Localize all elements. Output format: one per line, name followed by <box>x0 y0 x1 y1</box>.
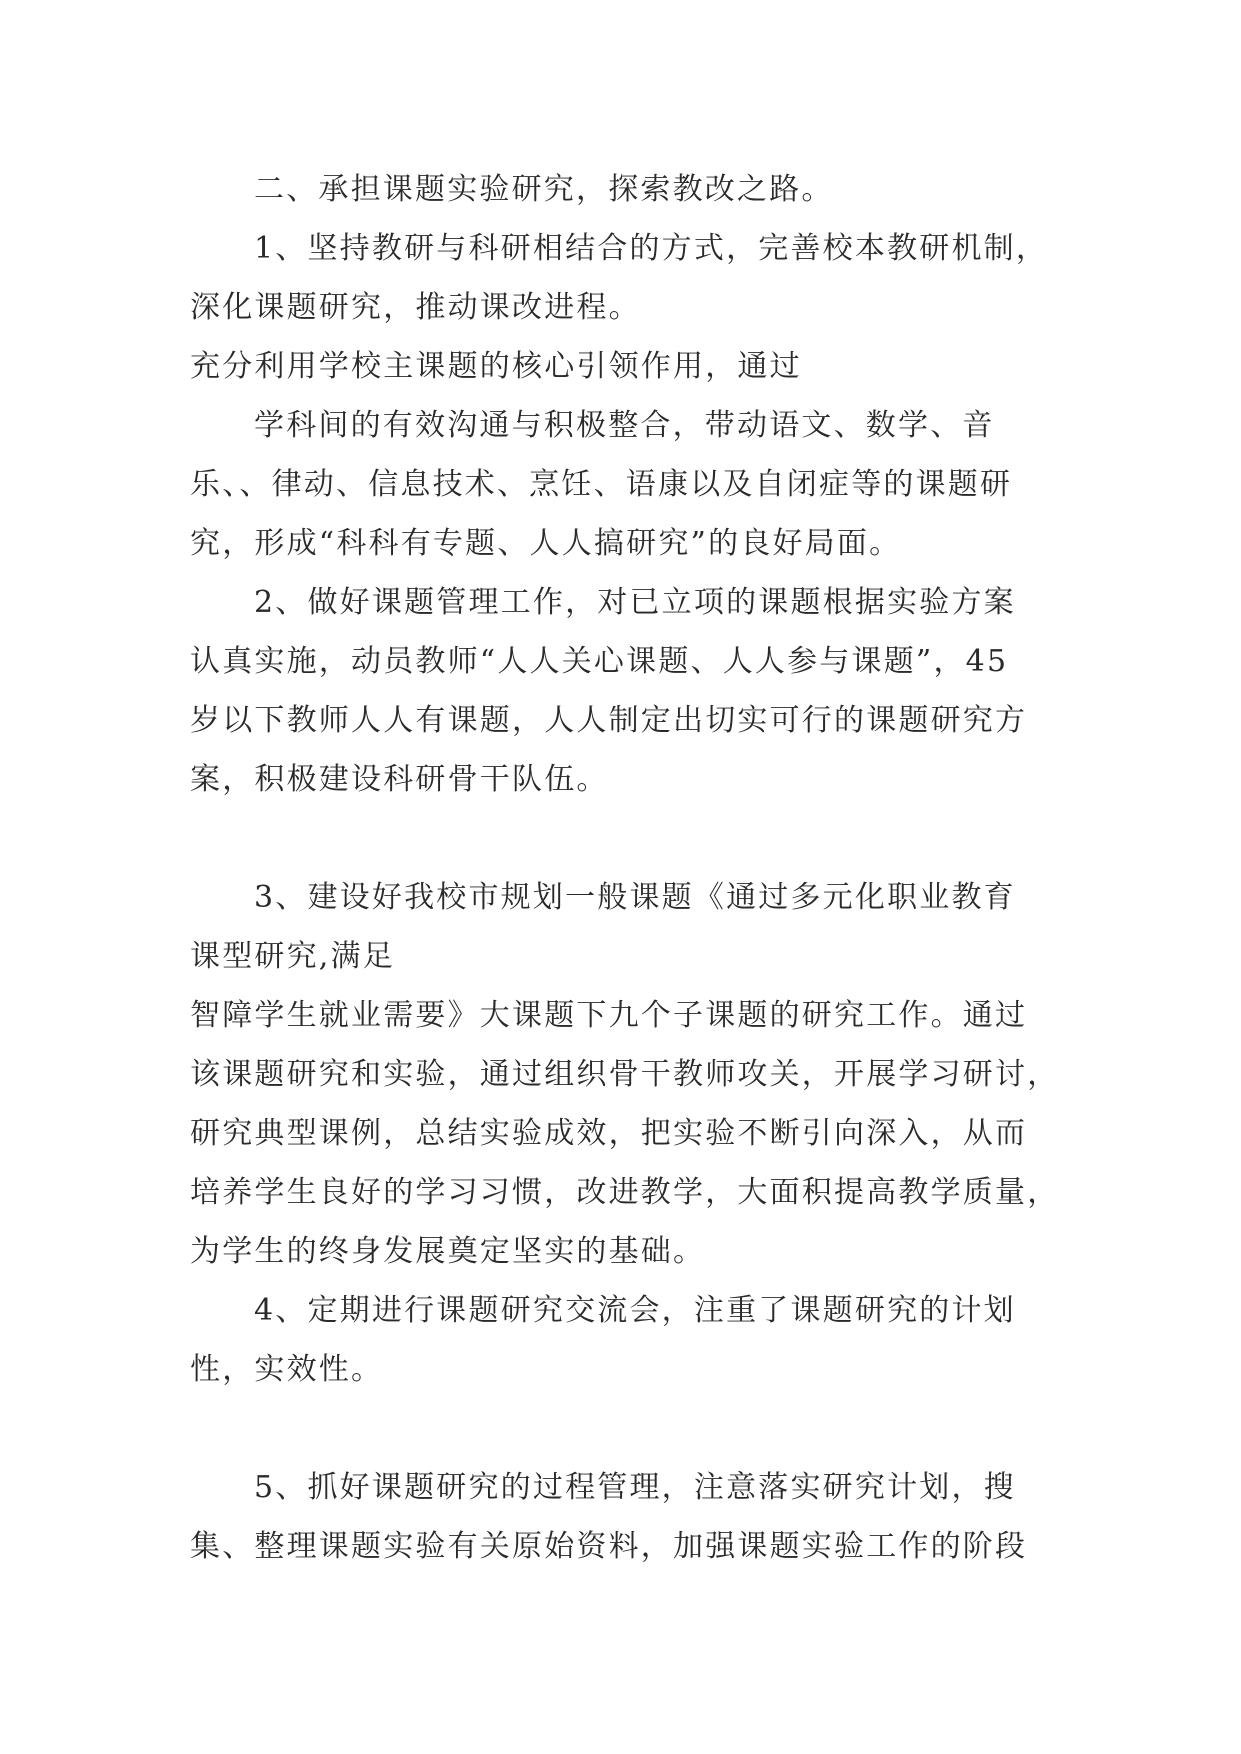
paragraph-line: 1、坚持教研与科研相结合的方式，完善校本教研机制， <box>254 231 1049 266</box>
paragraph-line: 性，实效性。 <box>190 1352 384 1387</box>
paragraph-line: 该课题研究和实验，通过组织骨干教师攻关，开展学习研讨， <box>190 1057 1060 1092</box>
paragraph-gap <box>190 1399 1050 1458</box>
paragraph-line: 案，积极建设科研骨干队伍。 <box>190 762 609 797</box>
paragraph-gap <box>190 809 1050 868</box>
paragraph-line: 课型研究,满足 <box>190 939 395 974</box>
paragraph-line: 集、整理课题实验有关原始资料，加强课题实验工作的阶段 <box>190 1529 1028 1564</box>
paragraph-line: 为学生的终身发展奠定坚实的基础。 <box>190 1234 706 1269</box>
paragraph-line: 2、做好课题管理工作，对已立项的课题根据实验方案 <box>254 585 1016 620</box>
section-heading: 二、承担课题实验研究，探索教改之路。 <box>254 172 834 207</box>
paragraph-line: 5、抓好课题研究的过程管理，注意落实研究计划，搜 <box>254 1470 1016 1505</box>
paragraph-line: 乐、、律动、信息技术、烹饪、语康以及自闭症等的课题研 <box>190 467 1013 502</box>
paragraph-line: 认真实施，动员教师“人人关心课题、人人参与课题”，45 <box>190 644 1009 679</box>
paragraph-line: 深化课题研究，推动课改进程。 <box>190 290 641 325</box>
paragraph-line: 充分利用学校主课题的核心引领作用，通过 <box>190 349 802 384</box>
paragraph-line: 究，形成“科科有专题、人人搞研究”的良好局面。 <box>190 526 902 561</box>
paragraph-line: 培养学生良好的学习习惯，改进教学，大面积提高教学质量， <box>190 1175 1060 1210</box>
paragraph-line: 研究典型课例，总结实验成效，把实验不断引向深入，从而 <box>190 1116 1028 1151</box>
paragraph-line: 岁以下教师人人有课题，人人制定出切实可行的课题研究方 <box>190 703 1028 738</box>
paragraph-line: 智障学生就业需要》大课题下九个子课题的研究工作。通过 <box>190 998 1028 1033</box>
paragraph-line: 3、建设好我校市规划一般课题《通过多元化职业教育 <box>254 880 1016 915</box>
paragraph-line: 学科间的有效沟通与积极整合，带动语文、数学、音 <box>254 408 995 443</box>
document-body <box>190 160 1060 1576</box>
paragraph-line: 4、定期进行课题研究交流会，注重了课题研究的计划 <box>254 1293 1016 1328</box>
